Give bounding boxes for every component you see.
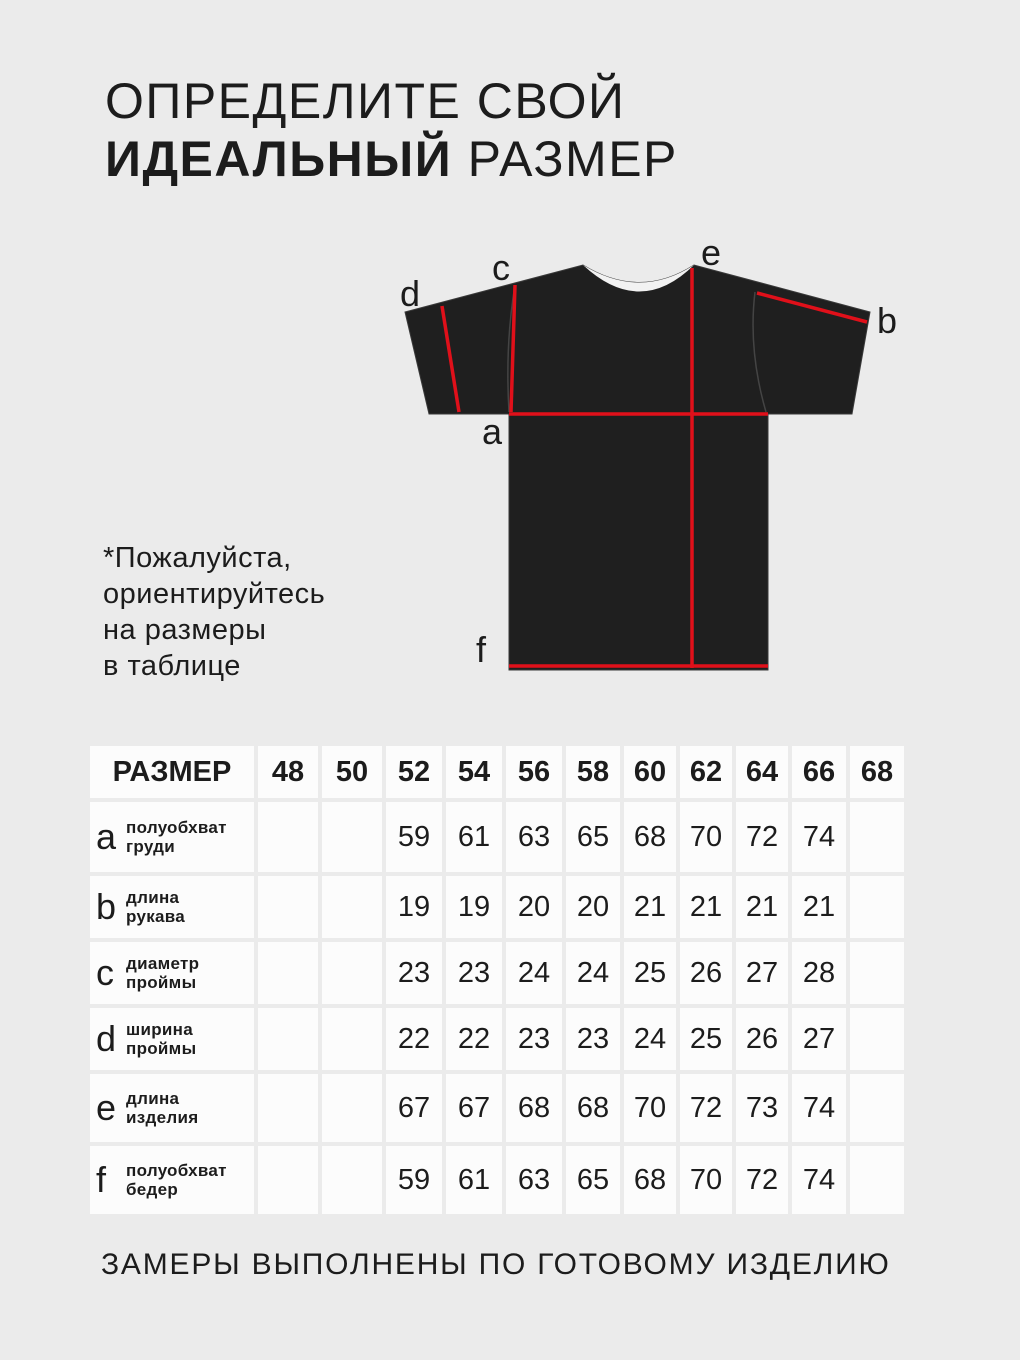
value-cell <box>322 1074 382 1142</box>
row-letter: e <box>96 1087 117 1128</box>
value-cell: 22 <box>386 1008 442 1070</box>
row-letter: d <box>96 1018 117 1059</box>
size-header-cell: 68 <box>850 746 904 798</box>
row-header <box>90 1146 254 1214</box>
row-description <box>126 1089 198 1127</box>
value-cell: 26 <box>736 1008 788 1070</box>
row-header <box>90 942 254 1004</box>
row-desc-line: длина <box>126 888 180 907</box>
size-header-cell: 54 <box>446 746 502 798</box>
row-letter: b <box>96 886 117 927</box>
row-description <box>126 1020 196 1058</box>
size-header-cell: 52 <box>386 746 442 798</box>
row-header-content <box>96 1161 254 1199</box>
value-cell: 65 <box>566 802 620 872</box>
value-cell: 70 <box>624 1074 676 1142</box>
value-cell: 23 <box>446 942 502 1004</box>
value-cell <box>850 1074 904 1142</box>
value-cell: 22 <box>446 1008 502 1070</box>
size-table-body <box>90 746 904 1214</box>
value-cell: 74 <box>792 1146 846 1214</box>
value-cell <box>850 876 904 938</box>
row-letter: f <box>96 1159 107 1200</box>
value-cell <box>258 1008 318 1070</box>
value-cell: 68 <box>506 1074 562 1142</box>
row-desc-line: длина <box>126 1089 180 1108</box>
value-cell <box>322 876 382 938</box>
value-cell: 67 <box>386 1074 442 1142</box>
note-line: *Пожалуйста, <box>103 542 292 574</box>
value-cell: 23 <box>566 1008 620 1070</box>
measurement-row-b <box>90 876 904 938</box>
value-cell: 68 <box>624 802 676 872</box>
label-f: f <box>476 629 487 670</box>
value-cell: 63 <box>506 802 562 872</box>
value-cell: 23 <box>506 1008 562 1070</box>
row-header-content <box>96 1020 254 1058</box>
row-description <box>126 818 227 856</box>
row-desc-line: полуобхват <box>126 1161 227 1180</box>
label-e: e <box>701 232 722 273</box>
value-cell: 19 <box>446 876 502 938</box>
value-cell <box>322 1008 382 1070</box>
size-note <box>103 540 325 684</box>
value-cell: 21 <box>680 876 732 938</box>
note-line: на размеры <box>103 614 267 646</box>
value-cell: 24 <box>566 942 620 1004</box>
value-cell <box>322 802 382 872</box>
size-header-cell: 60 <box>624 746 676 798</box>
row-desc-line: полуобхват <box>126 818 227 837</box>
size-header-row <box>90 746 904 798</box>
row-header <box>90 1074 254 1142</box>
label-c: c <box>492 247 510 288</box>
value-cell <box>850 1008 904 1070</box>
row-header-content <box>96 1089 254 1127</box>
value-cell: 74 <box>792 1074 846 1142</box>
label-a: a <box>482 411 503 452</box>
value-cell: 70 <box>680 1146 732 1214</box>
value-cell: 65 <box>566 1146 620 1214</box>
measurement-row-e <box>90 1074 904 1142</box>
title-bold-word: ИДЕАЛЬНЫЙ <box>105 131 453 187</box>
value-cell <box>258 876 318 938</box>
value-cell: 23 <box>386 942 442 1004</box>
row-letter: a <box>96 816 117 857</box>
label-d: d <box>400 273 421 314</box>
value-cell <box>258 942 318 1004</box>
value-cell: 73 <box>736 1074 788 1142</box>
value-cell: 74 <box>792 802 846 872</box>
value-cell: 24 <box>624 1008 676 1070</box>
measurement-row-d <box>90 1008 904 1070</box>
value-cell: 24 <box>506 942 562 1004</box>
row-desc-line: проймы <box>126 973 197 992</box>
value-cell: 72 <box>736 802 788 872</box>
size-header-cell: 58 <box>566 746 620 798</box>
footer-note: ЗАМЕРЫ ВЫПОЛНЕНЫ ПО ГОТОВОМУ ИЗДЕЛИЮ <box>101 1248 891 1281</box>
title-line-1: ОПРЕДЕЛИТЕ СВОЙ <box>105 73 626 129</box>
size-header-cell: 56 <box>506 746 562 798</box>
note-line: ориентируйтесь <box>103 578 326 610</box>
value-cell: 67 <box>446 1074 502 1142</box>
row-description <box>126 1161 227 1199</box>
row-header <box>90 1008 254 1070</box>
row-header <box>90 876 254 938</box>
row-header-content <box>96 818 254 856</box>
row-desc-line: диаметр <box>126 954 200 973</box>
value-cell: 61 <box>446 802 502 872</box>
size-header-cell: 66 <box>792 746 846 798</box>
value-cell: 59 <box>386 802 442 872</box>
row-header <box>90 802 254 872</box>
size-header-cell: 62 <box>680 746 732 798</box>
size-header-cell: 64 <box>736 746 788 798</box>
note-line: в таблице <box>103 650 241 682</box>
value-cell: 21 <box>736 876 788 938</box>
value-cell: 68 <box>624 1146 676 1214</box>
value-cell <box>258 1146 318 1214</box>
value-cell: 26 <box>680 942 732 1004</box>
value-cell <box>850 942 904 1004</box>
row-desc-line: бедер <box>126 1180 179 1199</box>
measurement-row-c <box>90 942 904 1004</box>
row-desc-line: проймы <box>126 1039 197 1058</box>
value-cell <box>258 802 318 872</box>
value-cell: 72 <box>736 1146 788 1214</box>
value-cell: 28 <box>792 942 846 1004</box>
size-header-label: РАЗМЕР <box>90 746 254 798</box>
value-cell: 21 <box>624 876 676 938</box>
label-b: b <box>877 300 898 341</box>
value-cell: 72 <box>680 1074 732 1142</box>
row-letter: c <box>96 952 114 993</box>
value-cell: 27 <box>736 942 788 1004</box>
row-header-content <box>96 954 254 992</box>
value-cell <box>258 1074 318 1142</box>
measurement-row-f <box>90 1146 904 1214</box>
title-rest-word: РАЗМЕР <box>467 131 678 187</box>
row-desc-line: изделия <box>126 1108 199 1127</box>
row-header-content <box>96 888 254 926</box>
value-cell: 21 <box>792 876 846 938</box>
value-cell: 59 <box>386 1146 442 1214</box>
row-desc-line: рукава <box>126 907 186 926</box>
value-cell: 68 <box>566 1074 620 1142</box>
value-cell: 27 <box>792 1008 846 1070</box>
row-desc-line: ширина <box>126 1020 193 1039</box>
value-cell: 70 <box>680 802 732 872</box>
measurement-row-a <box>90 802 904 872</box>
value-cell: 25 <box>680 1008 732 1070</box>
row-desc-line: груди <box>126 837 176 856</box>
value-cell: 63 <box>506 1146 562 1214</box>
value-cell: 61 <box>446 1146 502 1214</box>
tshirt-silhouette <box>405 265 870 670</box>
value-cell: 19 <box>386 876 442 938</box>
row-description <box>126 954 199 992</box>
value-cell: 20 <box>566 876 620 938</box>
size-header-cell: 50 <box>322 746 382 798</box>
value-cell <box>850 802 904 872</box>
size-header-cell: 48 <box>258 746 318 798</box>
value-cell <box>322 942 382 1004</box>
value-cell <box>850 1146 904 1214</box>
value-cell <box>322 1146 382 1214</box>
size-table <box>86 742 908 1218</box>
row-description <box>126 888 185 926</box>
value-cell: 25 <box>624 942 676 1004</box>
value-cell: 20 <box>506 876 562 938</box>
